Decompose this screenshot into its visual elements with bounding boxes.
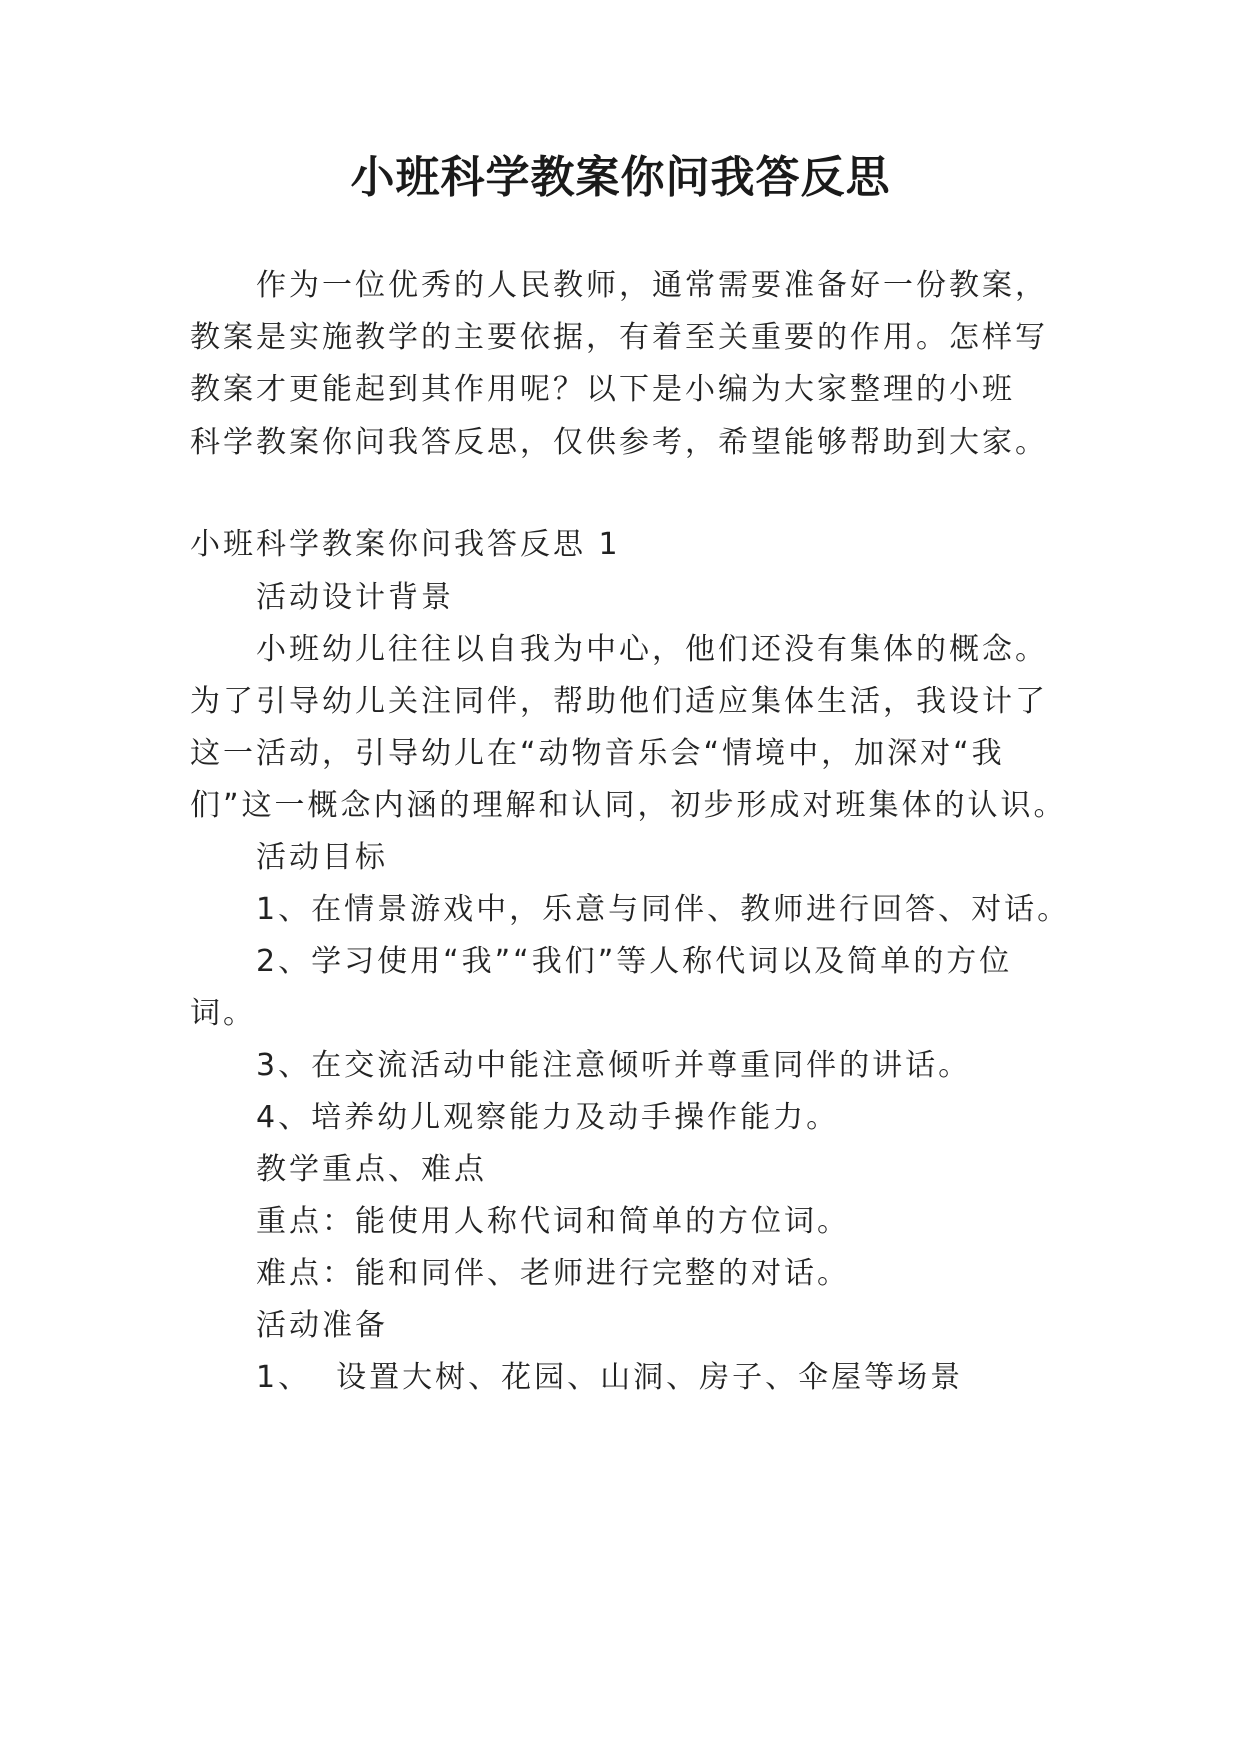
document-title: 小班科学教案你问我答反思 (350, 152, 891, 203)
goal-item-1: 1、在情景游戏中，乐意与同伴、教师进行回答、对话。 (256, 892, 1071, 927)
background-heading: 活动设计背景 (256, 580, 454, 615)
intro-line-3: 教案才更能起到其作用呢？以下是小编为大家整理的小班 (190, 372, 1015, 407)
prep-item-1: 1、 设置大树、花园、山洞、房子、伞屋等场景 (256, 1360, 964, 1395)
background-line-1: 小班幼儿往往以自我为中心，他们还没有集体的概念。 (256, 632, 1048, 667)
goal-item-2: 2、学习使用“我”“我们”等人称代词以及简单的方位 (256, 944, 1013, 979)
key-heading: 教学重点、难点 (256, 1152, 487, 1187)
background-line-4: 们”这一概念内涵的理解和认同，初步形成对班集体的认识。 (190, 788, 1067, 823)
intro-line-4: 科学教案你问我答反思，仅供参考，希望能够帮助到大家。 (190, 425, 1048, 460)
intro-line-2: 教案是实施教学的主要依据，有着至关重要的作用。怎样写 (190, 320, 1048, 355)
goal-item-4: 4、培养幼儿观察能力及动手操作能力。 (256, 1100, 840, 1135)
prep-heading: 活动准备 (256, 1308, 388, 1343)
background-line-2: 为了引导幼儿关注同伴，帮助他们适应集体生活，我设计了 (190, 684, 1048, 719)
key-point: 重点：能使用人称代词和简单的方位词。 (256, 1204, 850, 1239)
background-line-3: 这一活动，引导幼儿在“动物音乐会“情境中，加深对“我 (190, 736, 1005, 771)
goal-item-2-cont: 词。 (190, 996, 256, 1031)
goal-item-3: 3、在交流活动中能注意倾听并尊重同伴的讲话。 (256, 1048, 972, 1083)
intro-line-1: 作为一位优秀的人民教师，通常需要准备好一份教案， (256, 268, 1048, 303)
goals-heading: 活动目标 (256, 840, 388, 875)
section-title: 小班科学教案你问我答反思 1 (190, 527, 621, 562)
difficulty: 难点：能和同伴、老师进行完整的对话。 (256, 1256, 850, 1291)
